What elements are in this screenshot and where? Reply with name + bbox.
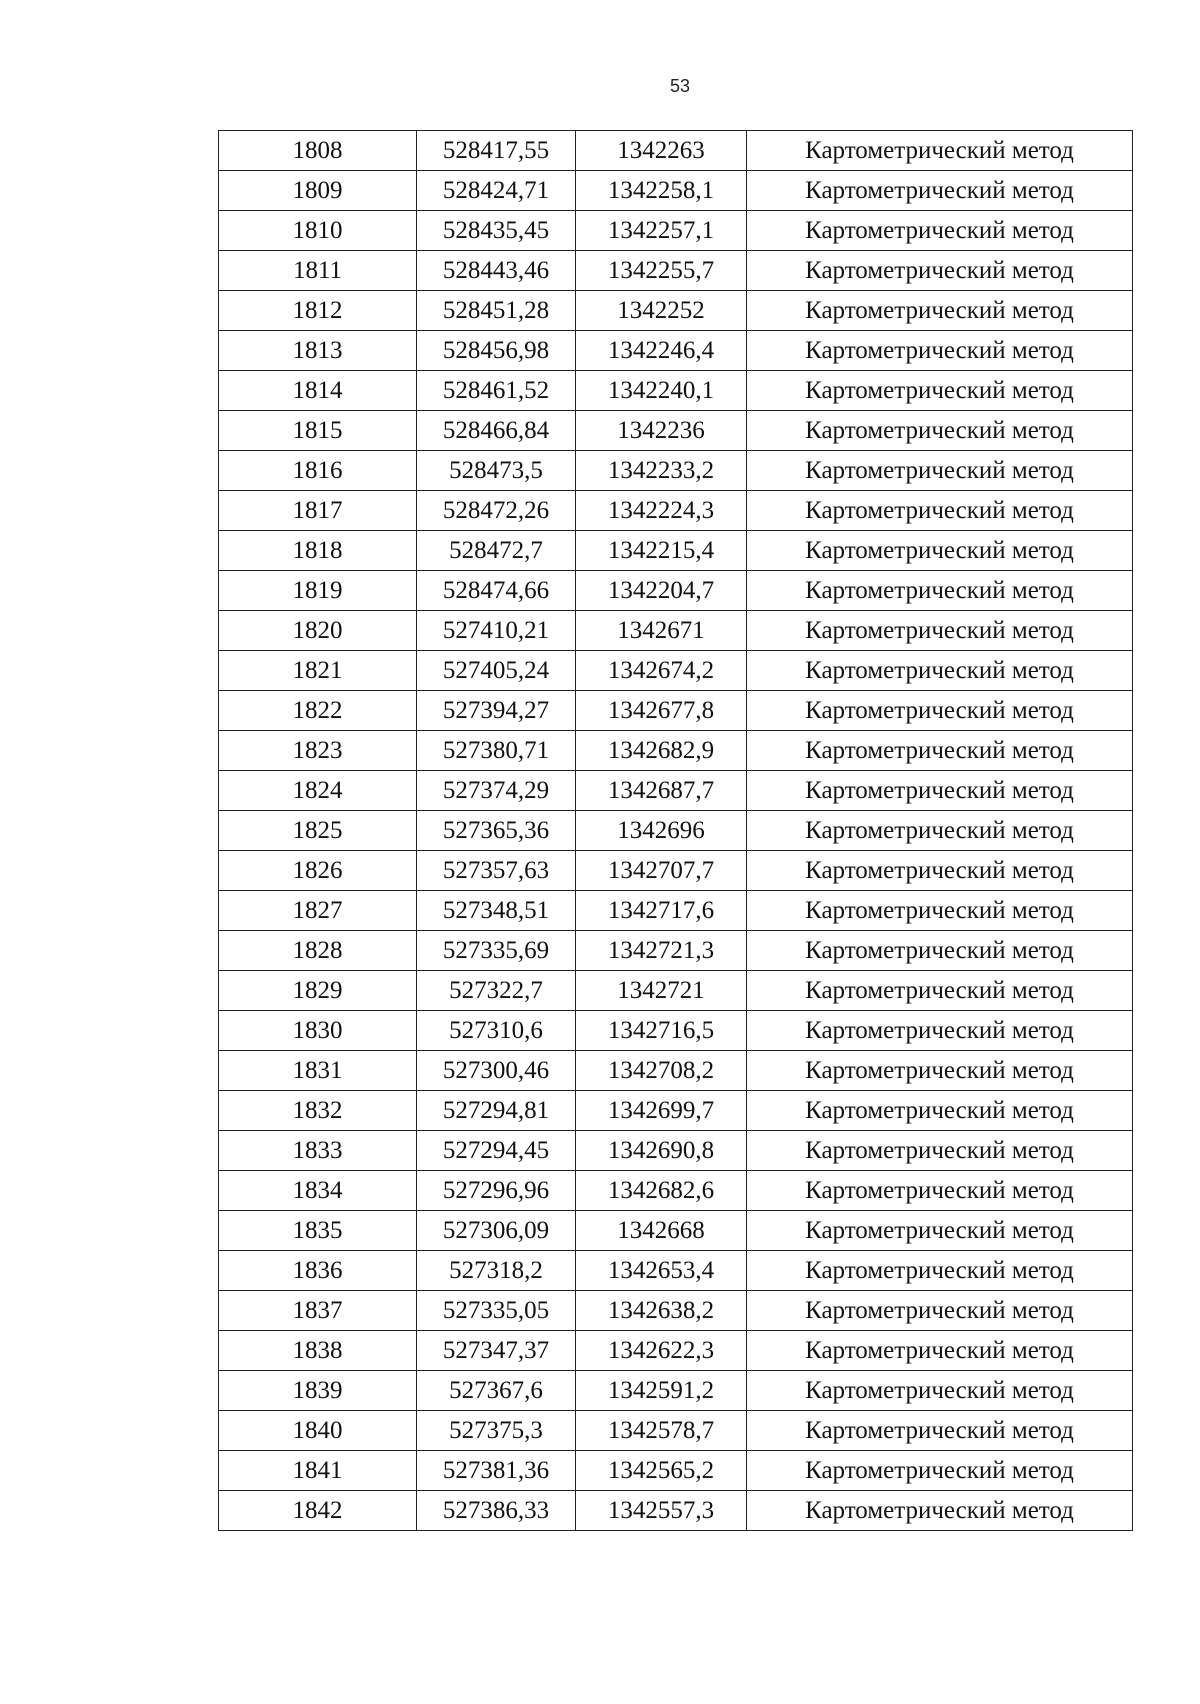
point-number-cell: 1818 [219, 531, 417, 571]
table-row [219, 1331, 1133, 1371]
x-coordinate-cell: 527294,81 [417, 1091, 576, 1131]
y-coordinate-cell: 1342233,2 [576, 451, 747, 491]
table-row [219, 611, 1133, 651]
table-row [219, 811, 1133, 851]
method-cell: Картометрический метод [747, 811, 1133, 851]
x-coordinate-cell: 527380,71 [417, 731, 576, 771]
point-number-cell: 1808 [219, 131, 417, 171]
table-row [219, 1451, 1133, 1491]
x-coordinate-cell: 527294,45 [417, 1131, 576, 1171]
y-coordinate-cell: 1342255,7 [576, 251, 747, 291]
y-coordinate-cell: 1342682,6 [576, 1171, 747, 1211]
y-coordinate-cell: 1342557,3 [576, 1491, 747, 1531]
x-coordinate-cell: 528466,84 [417, 411, 576, 451]
y-coordinate-cell: 1342716,5 [576, 1011, 747, 1051]
x-coordinate-cell: 527357,63 [417, 851, 576, 891]
table-row [219, 1411, 1133, 1451]
x-coordinate-cell: 527386,33 [417, 1491, 576, 1531]
method-cell: Картометрический метод [747, 211, 1133, 251]
y-coordinate-cell: 1342707,7 [576, 851, 747, 891]
point-number-cell: 1826 [219, 851, 417, 891]
point-number-cell: 1825 [219, 811, 417, 851]
y-coordinate-cell: 1342591,2 [576, 1371, 747, 1411]
y-coordinate-cell: 1342224,3 [576, 491, 747, 531]
x-coordinate-cell: 527310,6 [417, 1011, 576, 1051]
table-row [219, 131, 1133, 171]
point-number-cell: 1841 [219, 1451, 417, 1491]
method-cell: Картометрический метод [747, 1171, 1133, 1211]
x-coordinate-cell: 528461,52 [417, 371, 576, 411]
method-cell: Картометрический метод [747, 1331, 1133, 1371]
method-cell: Картометрический метод [747, 691, 1133, 731]
method-cell: Картометрический метод [747, 1411, 1133, 1451]
point-number-cell: 1810 [219, 211, 417, 251]
x-coordinate-cell: 527306,09 [417, 1211, 576, 1251]
method-cell: Картометрический метод [747, 291, 1133, 331]
table-row [219, 491, 1133, 531]
table-row [219, 571, 1133, 611]
table-row [219, 291, 1133, 331]
table-row [219, 411, 1133, 451]
table-row [219, 851, 1133, 891]
point-number-cell: 1814 [219, 371, 417, 411]
table-row [219, 1211, 1133, 1251]
y-coordinate-cell: 1342565,2 [576, 1451, 747, 1491]
x-coordinate-cell: 527335,69 [417, 931, 576, 971]
x-coordinate-cell: 528473,5 [417, 451, 576, 491]
method-cell: Картометрический метод [747, 1211, 1133, 1251]
y-coordinate-cell: 1342236 [576, 411, 747, 451]
table-row [219, 251, 1133, 291]
y-coordinate-cell: 1342257,1 [576, 211, 747, 251]
table-row [219, 771, 1133, 811]
table-row [219, 651, 1133, 691]
point-number-cell: 1840 [219, 1411, 417, 1451]
method-cell: Картометрический метод [747, 371, 1133, 411]
x-coordinate-cell: 528417,55 [417, 131, 576, 171]
method-cell: Картометрический метод [747, 851, 1133, 891]
y-coordinate-cell: 1342699,7 [576, 1091, 747, 1131]
method-cell: Картометрический метод [747, 451, 1133, 491]
y-coordinate-cell: 1342263 [576, 131, 747, 171]
table-row [219, 1291, 1133, 1331]
x-coordinate-cell: 527347,37 [417, 1331, 576, 1371]
y-coordinate-cell: 1342687,7 [576, 771, 747, 811]
method-cell: Картометрический метод [747, 891, 1133, 931]
table-row [219, 931, 1133, 971]
coordinates-table [218, 130, 1133, 1531]
x-coordinate-cell: 527394,27 [417, 691, 576, 731]
y-coordinate-cell: 1342708,2 [576, 1051, 747, 1091]
point-number-cell: 1839 [219, 1371, 417, 1411]
table-row [219, 731, 1133, 771]
y-coordinate-cell: 1342638,2 [576, 1291, 747, 1331]
table-row [219, 1131, 1133, 1171]
x-coordinate-cell: 528435,45 [417, 211, 576, 251]
method-cell: Картометрический метод [747, 611, 1133, 651]
table-row [219, 691, 1133, 731]
x-coordinate-cell: 527375,3 [417, 1411, 576, 1451]
method-cell: Картометрический метод [747, 731, 1133, 771]
method-cell: Картометрический метод [747, 411, 1133, 451]
table-row [219, 171, 1133, 211]
y-coordinate-cell: 1342682,9 [576, 731, 747, 771]
point-number-cell: 1837 [219, 1291, 417, 1331]
x-coordinate-cell: 527335,05 [417, 1291, 576, 1331]
table-row [219, 891, 1133, 931]
point-number-cell: 1812 [219, 291, 417, 331]
y-coordinate-cell: 1342215,4 [576, 531, 747, 571]
x-coordinate-cell: 527348,51 [417, 891, 576, 931]
point-number-cell: 1830 [219, 1011, 417, 1051]
x-coordinate-cell: 527410,21 [417, 611, 576, 651]
table-row [219, 1171, 1133, 1211]
y-coordinate-cell: 1342653,4 [576, 1251, 747, 1291]
method-cell: Картометрический метод [747, 1131, 1133, 1171]
x-coordinate-cell: 527365,36 [417, 811, 576, 851]
method-cell: Картометрический метод [747, 1091, 1133, 1131]
method-cell: Картометрический метод [747, 131, 1133, 171]
method-cell: Картометрический метод [747, 491, 1133, 531]
point-number-cell: 1822 [219, 691, 417, 731]
x-coordinate-cell: 527374,29 [417, 771, 576, 811]
method-cell: Картометрический метод [747, 331, 1133, 371]
method-cell: Картометрический метод [747, 531, 1133, 571]
x-coordinate-cell: 527381,36 [417, 1451, 576, 1491]
x-coordinate-cell: 528456,98 [417, 331, 576, 371]
method-cell: Картометрический метод [747, 651, 1133, 691]
y-coordinate-cell: 1342252 [576, 291, 747, 331]
table-row [219, 331, 1133, 371]
table-body [219, 131, 1133, 1531]
x-coordinate-cell: 527367,6 [417, 1371, 576, 1411]
table-row [219, 371, 1133, 411]
table-row [219, 1011, 1133, 1051]
x-coordinate-cell: 528451,28 [417, 291, 576, 331]
point-number-cell: 1817 [219, 491, 417, 531]
y-coordinate-cell: 1342668 [576, 1211, 747, 1251]
point-number-cell: 1842 [219, 1491, 417, 1531]
point-number-cell: 1821 [219, 651, 417, 691]
point-number-cell: 1809 [219, 171, 417, 211]
table-row [219, 971, 1133, 1011]
y-coordinate-cell: 1342671 [576, 611, 747, 651]
table-row [219, 211, 1133, 251]
point-number-cell: 1835 [219, 1211, 417, 1251]
point-number-cell: 1828 [219, 931, 417, 971]
point-number-cell: 1833 [219, 1131, 417, 1171]
method-cell: Картометрический метод [747, 1451, 1133, 1491]
point-number-cell: 1819 [219, 571, 417, 611]
method-cell: Картометрический метод [747, 251, 1133, 291]
x-coordinate-cell: 528443,46 [417, 251, 576, 291]
y-coordinate-cell: 1342717,6 [576, 891, 747, 931]
point-number-cell: 1824 [219, 771, 417, 811]
y-coordinate-cell: 1342721,3 [576, 931, 747, 971]
table-row [219, 1051, 1133, 1091]
point-number-cell: 1829 [219, 971, 417, 1011]
point-number-cell: 1831 [219, 1051, 417, 1091]
y-coordinate-cell: 1342674,2 [576, 651, 747, 691]
method-cell: Картометрический метод [747, 1491, 1133, 1531]
x-coordinate-cell: 527296,96 [417, 1171, 576, 1211]
x-coordinate-cell: 527405,24 [417, 651, 576, 691]
y-coordinate-cell: 1342578,7 [576, 1411, 747, 1451]
y-coordinate-cell: 1342204,7 [576, 571, 747, 611]
table-row [219, 531, 1133, 571]
method-cell: Картометрический метод [747, 971, 1133, 1011]
y-coordinate-cell: 1342246,4 [576, 331, 747, 371]
y-coordinate-cell: 1342696 [576, 811, 747, 851]
method-cell: Картометрический метод [747, 1291, 1133, 1331]
table-row [219, 451, 1133, 491]
y-coordinate-cell: 1342677,8 [576, 691, 747, 731]
x-coordinate-cell: 528472,26 [417, 491, 576, 531]
method-cell: Картометрический метод [747, 171, 1133, 211]
point-number-cell: 1823 [219, 731, 417, 771]
method-cell: Картометрический метод [747, 771, 1133, 811]
point-number-cell: 1832 [219, 1091, 417, 1131]
point-number-cell: 1816 [219, 451, 417, 491]
method-cell: Картометрический метод [747, 1371, 1133, 1411]
method-cell: Картометрический метод [747, 1251, 1133, 1291]
x-coordinate-cell: 527318,2 [417, 1251, 576, 1291]
y-coordinate-cell: 1342622,3 [576, 1331, 747, 1371]
point-number-cell: 1813 [219, 331, 417, 371]
point-number-cell: 1815 [219, 411, 417, 451]
y-coordinate-cell: 1342690,8 [576, 1131, 747, 1171]
point-number-cell: 1836 [219, 1251, 417, 1291]
x-coordinate-cell: 527300,46 [417, 1051, 576, 1091]
table-row [219, 1091, 1133, 1131]
point-number-cell: 1834 [219, 1171, 417, 1211]
method-cell: Картометрический метод [747, 1011, 1133, 1051]
table-row [219, 1371, 1133, 1411]
table-row [219, 1491, 1133, 1531]
y-coordinate-cell: 1342240,1 [576, 371, 747, 411]
point-number-cell: 1820 [219, 611, 417, 651]
point-number-cell: 1838 [219, 1331, 417, 1371]
point-number-cell: 1827 [219, 891, 417, 931]
point-number-cell: 1811 [219, 251, 417, 291]
x-coordinate-cell: 528424,71 [417, 171, 576, 211]
x-coordinate-cell: 528474,66 [417, 571, 576, 611]
page-number: 53 [669, 76, 691, 96]
y-coordinate-cell: 1342721 [576, 971, 747, 1011]
method-cell: Картометрический метод [747, 571, 1133, 611]
table-row [219, 1251, 1133, 1291]
method-cell: Картометрический метод [747, 1051, 1133, 1091]
method-cell: Картометрический метод [747, 931, 1133, 971]
x-coordinate-cell: 528472,7 [417, 531, 576, 571]
y-coordinate-cell: 1342258,1 [576, 171, 747, 211]
x-coordinate-cell: 527322,7 [417, 971, 576, 1011]
